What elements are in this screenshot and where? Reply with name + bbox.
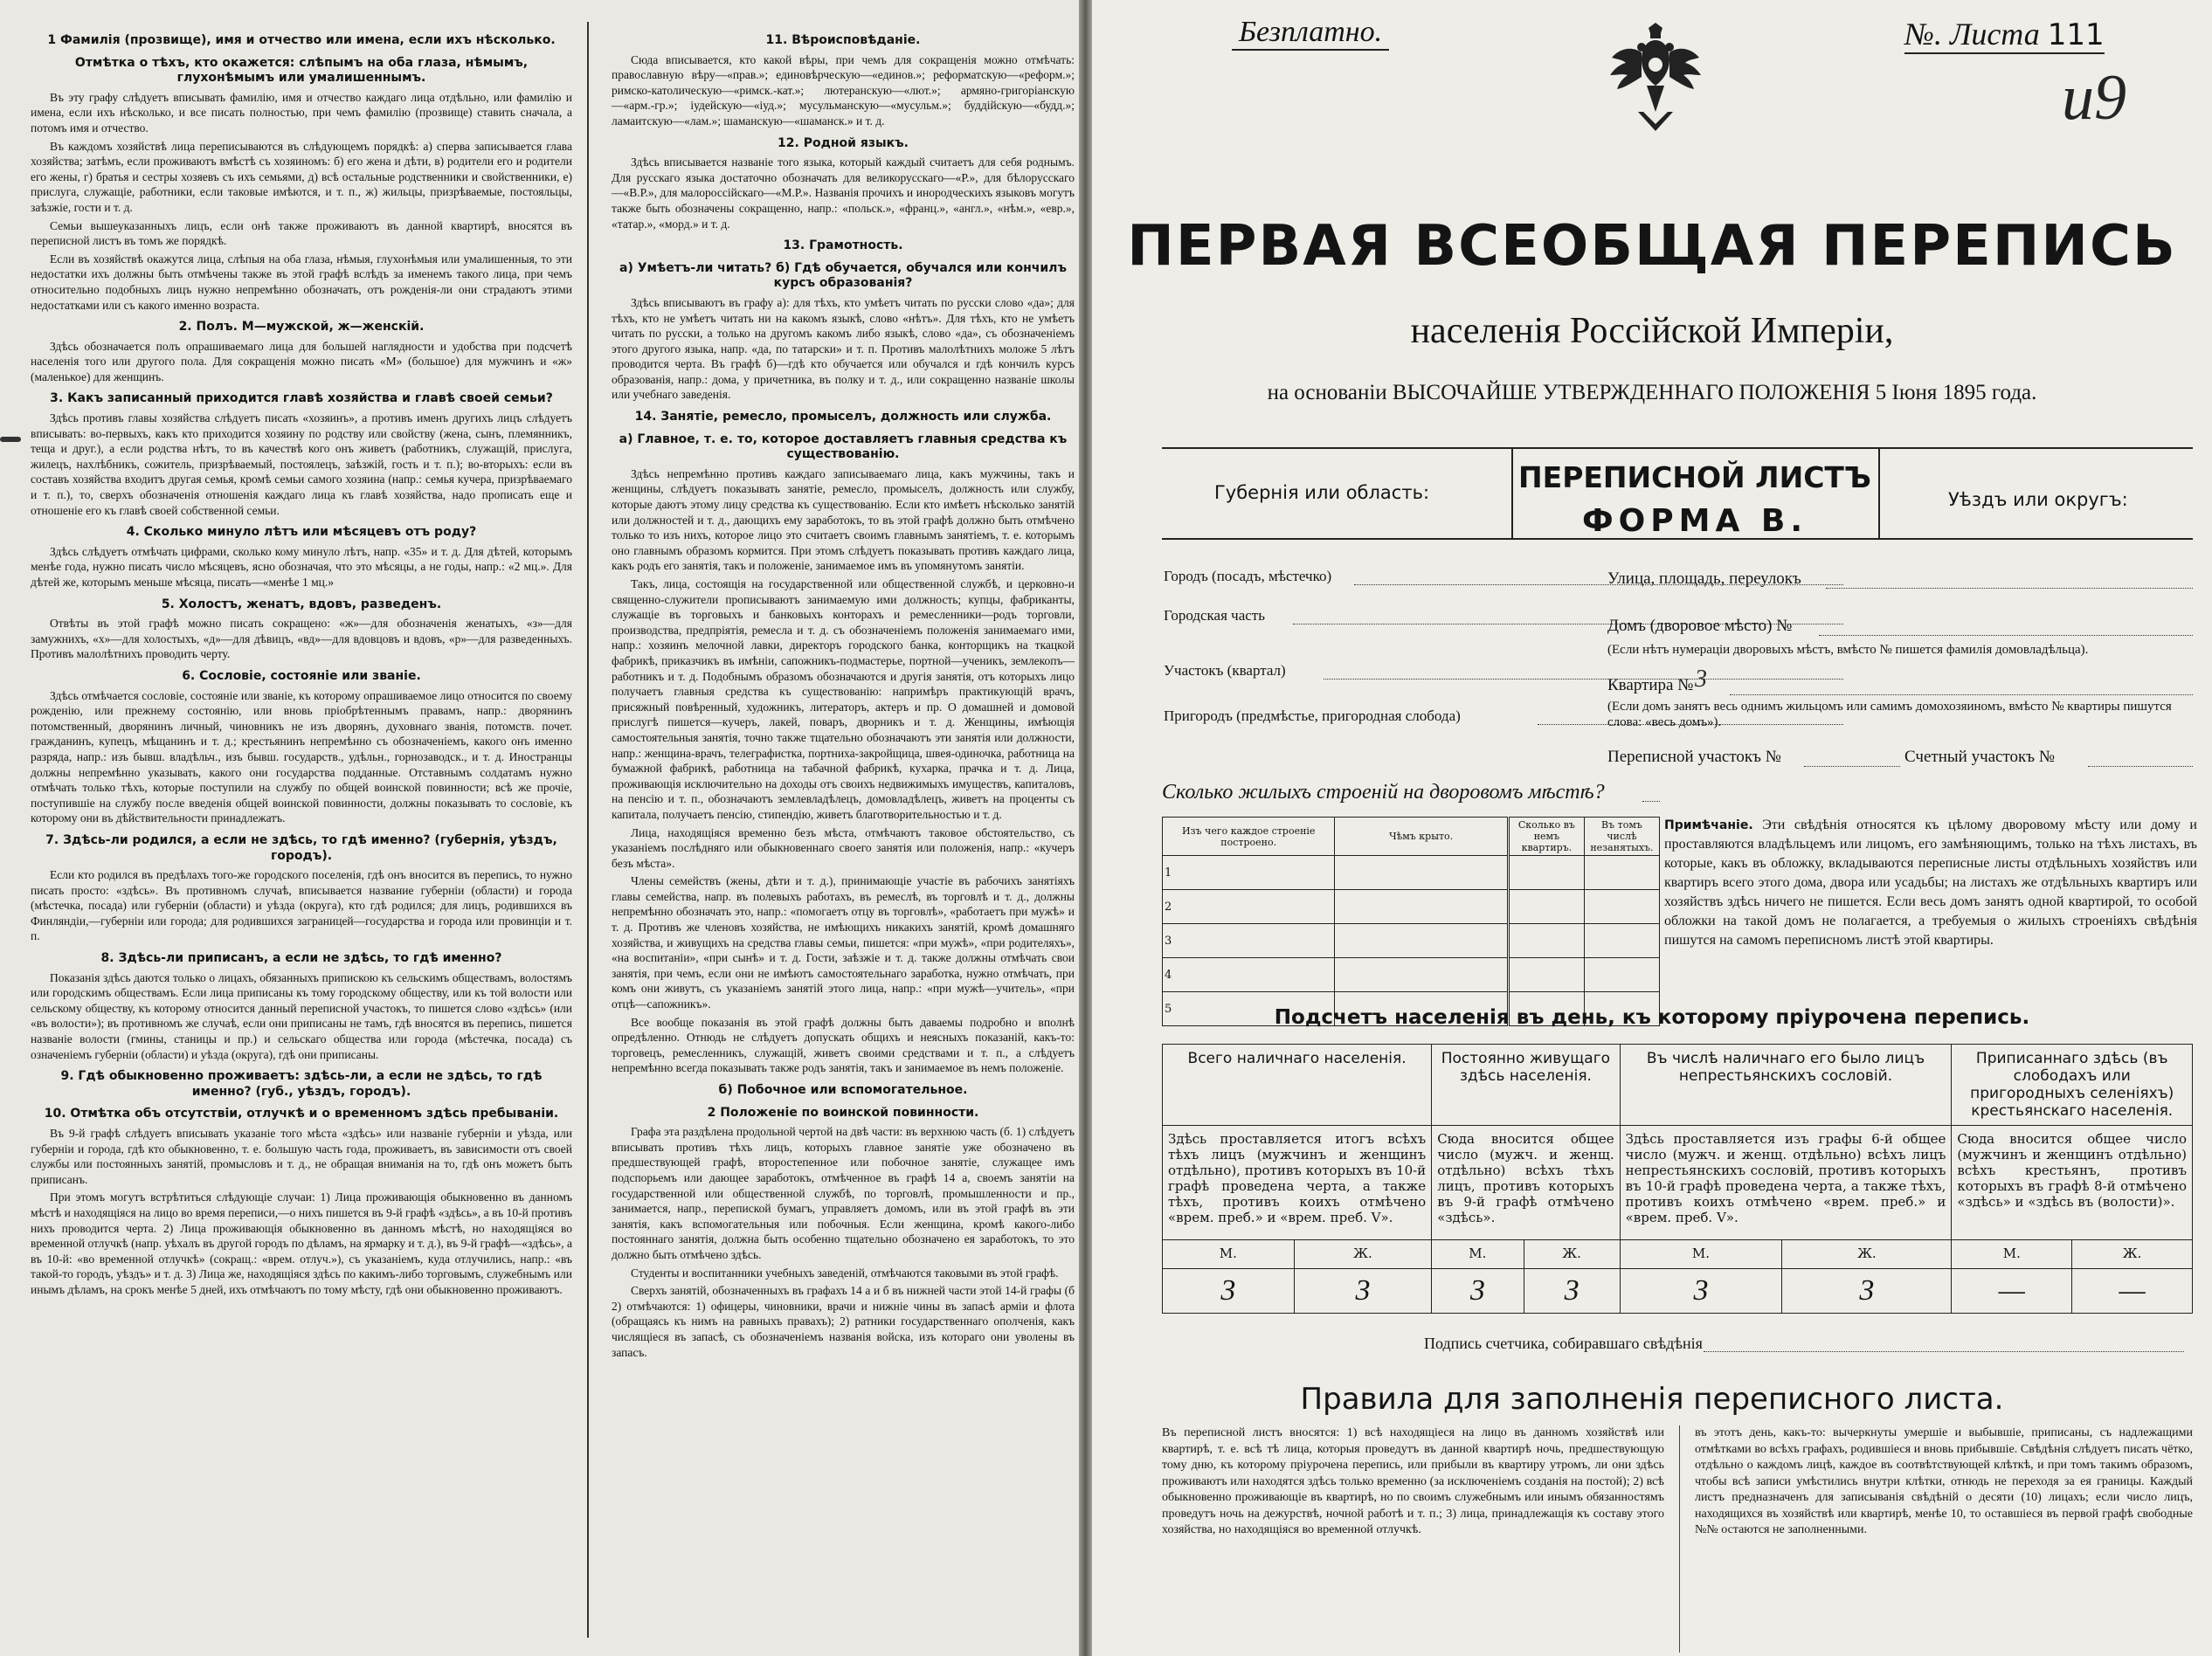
table-row xyxy=(1163,924,1660,958)
field-apartment-line[interactable] xyxy=(1730,693,2193,695)
rules-column-2: въ этотъ день, какъ-то: вычеркнуты умершіе и выбывшіе, приписаны, съ надлежащими отмѣтками во всѣхъ графахъ, родившіеся и вновь прибывшіе. Свѣдѣнія слѣдуетъ писать чётко, отдѣльно о каждомъ лицѣ, каждое въ соотвѣтствующей клѣткѣ, и при томъ такимъ образомъ, чтобы всѣ записи умѣстились внутри клѣтки, отнюдь не переходя за ея границы. Каждый листъ предназначенъ для записыванія свѣдѣній о десяти (10) лицахъ; если число лицъ, находящихся въ хозяйствѣ или квартирѣ, менѣе 10, то оставшіеся въ первой графѣ свободные №№ остаются не заполненными. xyxy=(1695,1426,2193,1536)
column-divider xyxy=(587,22,589,1638)
paragraph: Лица, находящіяся временно безъ мѣста, отмѣчаютъ таковое обстоятельство, съ указаніемъ послѣдняго или обыкновеннаго своего занятія или положенія, напр.: «кучеръ безъ мѣста». xyxy=(612,825,1075,870)
section-heading: 2. Полъ. М—мужской, ж—женскій. xyxy=(178,320,425,335)
count-body-present: Здѣсь проставляется итогъ всѣхъ тѣхъ лицъ (мужчинъ и женщинъ отдѣльно), противъ которыхъ въ 10-й графѣ проведена черта, а также тѣхъ, противъ коихъ отмѣчено «врем. преб.» и «врем. преб. V». xyxy=(1163,1126,1432,1240)
section-heading: 2 Положеніе по воинской повинности. xyxy=(707,1105,979,1120)
table-row xyxy=(1163,856,1660,890)
female-label: Ж. xyxy=(1524,1240,1620,1269)
imperial-eagle-emblem xyxy=(1603,16,1708,138)
count-value[interactable]: 3 xyxy=(1163,1269,1295,1314)
buildings-header-apartments: Сколько въ немъ квартиръ. xyxy=(1508,818,1584,856)
legal-basis: на основаніи ВЫСОЧАЙШЕ УТВЕРЖДЕННАГО ПОЛОЖЕНІЯ 5 Іюня 1895 года. xyxy=(1267,381,2037,404)
count-value[interactable]: 3 xyxy=(1524,1269,1620,1314)
buildings-question: Сколько жилыхъ строеній на дворовомъ мѣстѣ? xyxy=(1162,781,1605,804)
buildings-answer-line[interactable] xyxy=(1642,800,1660,802)
form-name-cell xyxy=(1511,449,1880,538)
count-value[interactable]: — xyxy=(1952,1269,2072,1314)
table-cell[interactable] xyxy=(1335,958,1508,992)
form-name-line-2: ФОРМА В. xyxy=(1581,503,1808,539)
paragraph: Студенты и воспитанники учебныхъ заведеній, отмѣчаются таковыми въ этой графѣ. xyxy=(631,1266,1059,1280)
row-number: 5 xyxy=(1163,992,1335,1026)
district-label: Уѣздъ или округъ: xyxy=(1948,489,2128,510)
count-value[interactable]: 3 xyxy=(1782,1269,1952,1314)
table-cell[interactable] xyxy=(1508,958,1584,992)
paragraph: Здѣсь обозначается полъ опрашиваемаго лица для большей наглядности и удобства при подсчетѣ населенія того или другого пола. Для сокращенія можно писать «М» (большое) для мужчинъ и «ж» (маленькое) для женщинъ. xyxy=(31,339,572,383)
paragraph: Здѣсь вписываютъ въ графу а): для тѣхъ, кто умѣетъ читать по русски слово «да»; для тѣхъ, кто не умѣетъ читать ни на какомъ языкѣ, слово «нѣтъ». Для тѣхъ, кто не умѣетъ читать по русски, а только на другомъ какомъ либо языкѣ, слово «да», съ обозначеніемъ этого другого языка, напр. «да, по татарски» и т. п. Противъ малолѣтнихъ моложе 5 лѣтъ проводится черта. Въ графѣ б)—гдѣ кто обучается или обучался и гдѣ кончилъ курсъ образованія, напр.: дома, у причетника, въ полку и т. д., или сокращенно названіе школы или учебнаго заведенія. xyxy=(612,295,1075,402)
section-heading: а) Умѣетъ-ли читать? б) Гдѣ обучается, обучался или кончилъ курсъ образованія? xyxy=(619,260,1067,291)
buildings-note xyxy=(1664,816,2197,950)
population-count-table xyxy=(1162,1044,2193,1314)
paragraph: Въ каждомъ хозяйствѣ лица переписываются въ слѣдующемъ порядкѣ: а) сперва записывается глава хозяйства; затѣмъ, если проживаютъ вмѣстѣ съ хозяиномъ: б) его жена и дѣти, в) родители его и родители его жены, г) братья и сестры хозяевъ съ ихъ семьями, д) всѣ остальные родственники и свойственники, е) прислуга, служащіе, работники, если таковые имѣются, и т. п., ж) жильцы, призрѣваемые, постояльцы, заѣзжіе, гости и т. д. xyxy=(31,139,572,214)
buildings-header-material: Изъ чего каждое строеніе построено. xyxy=(1163,818,1335,856)
free-label: Безплатно. xyxy=(1232,16,1389,51)
note-text: Эти свѣдѣнія относятся къ цѣлому дворовому мѣсту или дому и проставляются владѣльцемъ или лицомъ, его замѣняющимъ, только на тѣхъ листахъ, въ которые, какъ въ обложку, вкладываются переписные листы отдѣльныхъ хозяйствъ или квартиръ всего этого дома, двора или усадьбы; на листахъ же отдѣльныхъ квартиръ или хозяйствъ здѣсь ничего не пишется. Если весь домъ занятъ одной квартирой, то особой обложки на такой домъ не полагается, а требуемыя о жилыхъ строеніяхъ свѣдѣнія пишутся на самомъ переписномъ листѣ этой квартиры. xyxy=(1664,818,2197,948)
left-page-instructions xyxy=(0,0,1079,1656)
field-house: Домъ (дворовое мѣсто) № xyxy=(1607,617,1793,635)
table-cell[interactable] xyxy=(1508,924,1584,958)
province-label: Губернія или область: xyxy=(1214,482,1430,503)
page-gutter xyxy=(1079,0,1092,1656)
count-value[interactable]: 3 xyxy=(1432,1269,1524,1314)
table-row xyxy=(1163,958,1660,992)
instructions-column-2 xyxy=(612,26,1075,1363)
section-heading: 10. Отмѣтка объ отсутствіи, отлучкѣ и о временномъ здѣсь пребываніи. xyxy=(44,1107,559,1121)
section-heading: 11. Вѣроисповѣданіе. xyxy=(765,33,921,47)
section-heading: 3. Какъ записанный приходится главѣ хозяйства и главѣ своей семьи? xyxy=(50,391,553,406)
form-header-band xyxy=(1162,447,2193,540)
buildings-header-roof: Чѣмъ крыто. xyxy=(1335,818,1508,856)
row-number: 2 xyxy=(1163,890,1335,924)
province-cell xyxy=(1162,449,1513,538)
paragraph: Здѣсь отмѣчается сословіе, состояніе или званіе, къ которому опрашиваемое лицо относится по своему рожденію, или прежнему состоянію, или вновь пріобрѣтеннымъ правамъ, напр.: дворянинъ потомственный, дворянинъ личный, чиновникъ не изъ дворянъ, духовнаго званія, потомств. почет. гражданинъ, купецъ, мѣщанинъ и т. д.; крестьянинъ непремѣнно съ обозначеніемъ, какого онъ именно разряда, напр.: изъ бывш. владѣльч., изъ бывш. государств., удѣльн., горнозаводск., и т. д. Иностранцы должны непремѣнно указывать, какого они государства подданные. Отставнымъ солдатамъ нужно отмѣчать только тѣхъ, которые поступили на службу по общей воинской повинности; всѣ же прочіе, поступившіе на службу после введенія общей воинской повинности, должны показывать то сословіе, къ которому они въ дѣйствительности принадлежатъ. xyxy=(31,688,572,825)
field-counting-district: Счетный участокъ № xyxy=(1904,748,2055,766)
section-heading: 12. Родной языкъ. xyxy=(778,135,909,150)
rules-title: Правила для заполненія переписного листа. xyxy=(1300,1382,2004,1417)
paragraph: Въ эту графу слѣдуетъ вписывать фамилію, имя и отчество каждаго лица отдѣльно, или фамилію и имена, если ихъ нѣсколько, и все писать полностью, при чемъ фамилію (прозвище) ставить сначала, а потомъ имя и отчество. xyxy=(31,90,572,135)
female-label: Ж. xyxy=(1782,1240,1952,1269)
table-cell[interactable] xyxy=(1335,890,1508,924)
table-cell[interactable] xyxy=(1584,890,1659,924)
right-page-census-form xyxy=(1092,0,2212,1656)
count-body-resident: Сюда вносится общее число (мужч. и женщ. отдѣльно) всѣхъ тѣхъ лицъ, противъ которыхъ въ 9-й графѣ отмѣчено «здѣсь». xyxy=(1432,1126,1620,1240)
male-label: М. xyxy=(1163,1240,1295,1269)
paragraph: Здѣсь слѣдуетъ отмѣчать цифрами, сколько кому минуло лѣтъ, напр. «35» и т. д. Для дѣтей, которымъ менѣе года, нужно писать число мѣсяцевъ, ясно обозначая, что это мѣсяцы, а не годы, напр.: «2 мц.». Для дѣтей же, которымъ меньше мѣсяца, писать—«менѣе 1 мц.» xyxy=(31,544,572,589)
table-cell[interactable] xyxy=(1584,924,1659,958)
form-name-line-1: ПЕРЕПИСНОЙ ЛИСТЪ xyxy=(1518,460,1871,494)
table-cell[interactable] xyxy=(1335,924,1508,958)
section-heading: 1 Фамилія (прозвище), имя и отчество или имена, если ихъ нѣсколько. xyxy=(47,33,556,47)
paragraph: Сюда вписывается, кто какой вѣры, при чемъ для сокращенія можно отмѣчать: православную вѣру—«прав.»; единовѣрческую—«единов.»; реформатскую—«реформ.»; римско-католическую—«римск.-кат.»; лютеранскую—«лют.»; армяно-григоріанскую—«арм.-гр.»; іудейскую—«іуд.»; мусульманскую—«мусульм.»; буддійскую—«будд.»; ламаитскую—«лам.»; шаманскую—«шаманск.» и т. д. xyxy=(612,52,1075,128)
sheet-number-label: №. Листа 111 xyxy=(1904,17,2105,52)
field-apartment-note: (Если домъ занятъ весь однимъ жильцомъ или самимъ домохозяиномъ, вмѣсто № квартиры пишутся слова: «весь домъ»). xyxy=(1607,700,2172,729)
paragraph: Здѣсь противъ главы хозяйства слѣдуетъ писать «хозяинъ», а противъ именъ другихъ лицъ слѣдуетъ вписывать: во-первыхъ, какъ кто приходится хозяину по родству или свойству (жена, сынъ, племянникъ, теща и друг.), а если родства нѣтъ, то въ качествѣ кого онъ живетъ (работникъ, служащій, прислуга, жилецъ, нахлѣбникъ, сожитель, призрѣваемый, постоялецъ, заѣзжій, гость и т. п.); во-вторыхъ: если въ составъ хозяйства входитъ другая семья, кромѣ семьи самого хозяина (напр.: семья кучера, призрѣваемаго и т. п.), то, сверхъ обозначенія отношенія каждаго лица къ главѣ хозяйства, надо прописать еще и отношеніе его къ главѣ своей собственной семьи. xyxy=(31,411,572,517)
paragraph: Въ 9-й графѣ слѣдуетъ вписывать указаніе того мѣста «здѣсь» или названіе губерніи и уѣзда, или губерніи и города, гдѣ кто обыкновенно, т. е. большую часть года, проживаетъ, въ зависимости отъ своей службы или постоянныхъ занятій, промысловъ и т. д., не обращая вниманія на то, гдѣ онъ можетъ быть приписанъ. xyxy=(31,1127,572,1186)
section-heading: 14. Занятіе, ремесло, промыселъ, должность или служба. xyxy=(634,410,1052,424)
sheet-number: 111 xyxy=(2047,17,2105,52)
field-street-line[interactable] xyxy=(1826,587,2193,589)
count-body-non-peasant: Здѣсь проставляется изъ графы 6-й общее число (мужч. и женщ. отдѣльно) всѣхъ лицъ непрестьянскихъ сословій, противъ которыхъ въ 10-й графѣ проведена черта, а также тѣхъ, противъ коихъ отмѣчено «врем. преб.» и «врем. преб. V». xyxy=(1620,1126,1952,1240)
female-label: Ж. xyxy=(2072,1240,2193,1269)
page-subtitle: населенія Россійской Имперіи, xyxy=(1410,311,1894,351)
paragraph: Все вообще показанія въ этой графѣ должны быть даваемы подробно и вполнѣ опредѣленно. Отнюдь не слѣдуетъ допускать общихъ и неясныхъ показаній, какъ-то: торговецъ, ремесленникъ, служащій, живетъ своими средствами и т. п., а слѣдуетъ непремѣнно всегда показывать также родъ занятія, такъ и занимаемое въ немъ положеніе. xyxy=(612,1015,1075,1075)
field-city-part: Городская часть xyxy=(1164,607,1265,624)
field-census-district: Переписной участокъ № xyxy=(1607,748,1781,766)
section-heading: 9. Гдѣ обыкновенно проживаетъ: здѣсь-ли, а если не здѣсь, то гдѣ именно? (губ., уѣздъ, городъ). xyxy=(60,1069,543,1099)
buildings-header-vacant: Въ томъ числѣ незанятыхъ. xyxy=(1584,818,1659,856)
field-street: Улица, площадь, переулокъ xyxy=(1607,569,1801,588)
count-value[interactable]: 3 xyxy=(1294,1269,1431,1314)
table-cell[interactable] xyxy=(1584,958,1659,992)
count-header-peasant: Приписаннаго здѣсь (въ слободахъ или пригородныхъ селеніяхъ) крестьянскаго населенія. xyxy=(1952,1045,2193,1126)
section-heading: 13. Грамотность. xyxy=(783,238,903,253)
table-cell[interactable] xyxy=(1508,856,1584,890)
paragraph: Если кто родился въ предѣлахъ того-же городского поселенія, гдѣ онъ вносится въ перепись, то нужно писать просто: «здѣсь». Въ противномъ случаѣ, вписывается название губерніи (области) и города (мѣстечка, посада) или губерніи (области) и уѣзда (округа), кто гдѣ родился; для лицъ, родившихся въ Финляндіи,—губерніи или города; для родившихся заграницей—государства и города или провинціи и т. п. xyxy=(31,868,572,943)
ink-mark xyxy=(0,437,21,442)
form-name xyxy=(1511,456,1878,543)
row-number: 4 xyxy=(1163,958,1335,992)
page-title: ПЕРВАЯ ВСЕОБЩАЯ ПЕРЕПИСЬ xyxy=(1127,214,2177,279)
paragraph: Семьи вышеуказанныхъ лицъ, если онѣ также проживаютъ въ данной квартирѣ, вносятся въ переписной листъ въ томъ же порядкѣ. xyxy=(31,218,572,248)
paragraph: Если въ хозяйствѣ окажутся лица, слѣпыя на оба глаза, нѣмыя, глухонѣмыя или умалишенныя, то эти недостатки ихъ должны быть отмѣчены также въ этой графѣ вслѣдъ за именемъ такого лица, при чемъ относительно подобныхъ лицъ нужно непремѣнно обозначать, отъ рожденія-ли они страдаютъ этими недостатками или съ какого именно возраста. xyxy=(31,252,572,312)
paragraph: При этомъ могутъ встрѣтиться слѣдующіе случаи: 1) Лица проживающія обыкновенно въ данномъ мѣстѣ и находящіяся на лицо во время переписи,—о нихъ пишется въ 9-й графѣ «здѣсь», а въ 10-й противъ нихъ проводится черта. 2) Лица проживающія обыкновенно въ данномъ мѣстѣ, но находящіяся во временной отлучкѣ (напр. уѣхалъ въ другой городъ по дѣламъ, на ярмарку и т. д.), въ 9-й графѣ—«здѣсь», а въ 10-й: «во временной отлучкѣ» (сокращ.: «врем. отлуч.»), съ указаніемъ, куда отлучились, напр.: «въ такой-то городъ, уѣздъ» и т. д. 3) Лица же, находящіяся здѣсь по какимъ-либо торговымъ, служебнымъ или инымъ дѣламъ, на срокъ менѣе 5 дней, ихъ отмѣчаютъ по тому мѣсту, гдѣ они обыкновенно проживаютъ. xyxy=(31,1190,572,1296)
male-label: М. xyxy=(1620,1240,1782,1269)
paragraph: Показанія здѣсь даются только о лицахъ, обязанныхъ припискою къ сельскимъ обществамъ, волостямъ или городскимъ обществамъ. Если лица приписаны къ тому городскому обществу, или къ той волости или сельскому обществу, къ которому относится данный переписной участокъ, то пишется слово «здѣсь» (или «въ волости»); въ противномъ же случаѣ, если они приписаны не тамъ, гдѣ вносятся въ перепись, пишется названіе волости (гмины, станицы и пр.) и сельскаго общества или города (мѣстечка, посада) съ означеніемъ губерніи (области) и уѣзда (округа), гдѣ они приписаны. xyxy=(31,970,572,1061)
field-apartment: Квартира № xyxy=(1607,676,1694,694)
field-city: Городъ (посадъ, мѣстечко) xyxy=(1164,568,1332,584)
section-heading: а) Главное, т. е. то, которое доставляетъ главныя средства къ существованію. xyxy=(619,431,1068,462)
section-heading: 8. Здѣсь-ли приписанъ, а если не здѣсь, то гдѣ именно? xyxy=(100,951,502,966)
signature-label: Подпись счетчика, собиравшаго свѣдѣнія xyxy=(1424,1335,1703,1352)
handwritten-number: и9 xyxy=(2062,62,2126,134)
paragraph: Члены семействъ (жены, дѣти и т. д.), принимающіе участіе въ рабочихъ занятіяхъ главы семейства, напр. въ полевыхъ работахъ, въ ремеслѣ, въ торговлѣ и т. д., должны непремѣнно обозначать это, напр.: «помогаетъ отцу въ торговлѣ», «работаетъ при мужѣ» и т. д. Противъ же членовъ хозяйства, не имѣющихъ никакихъ занятій, кромѣ домашняго хозяйства, и живущихъ на средства главы семьи, пишется: «при мужѣ», «при родителяхъ», «на воспитаніи», «при сынѣ» и т. д. Гости, заѣзжіе и т. д. также должны отмѣчать свои занятія, при чемъ, если они не имѣютъ самостоятельнаго заработка, нужно отмѣчать, при комъ они живутъ, съ указаніемъ занятій этого лица, напр.: «при мужѣ—учитель», «при отцѣ—сапожникъ». xyxy=(612,874,1075,1011)
field-census-district-line[interactable] xyxy=(1804,765,1900,767)
buildings-table xyxy=(1162,817,1660,1026)
rules-divider xyxy=(1679,1425,1680,1653)
instructions-column-1 xyxy=(31,26,572,1301)
count-body-peasant: Сюда вносится общее число (мужчинъ и женщинъ отдѣльно) всѣхъ крестьянъ, противъ которыхъ въ графѣ 8-й отмѣчено «здѣсь» и «здѣсь въ (волости)». xyxy=(1952,1126,2193,1240)
count-value[interactable]: — xyxy=(2072,1269,2193,1314)
paragraph: Здѣсь вписывается названіе того языка, который каждый считаетъ для себя роднымъ. Для русскаго языка достаточно обозначать для великорусскаго—«Р.», для бѣлорусскаго—«В.Р.», для малороссійскаго—«М.Р.». Названія прочихъ и инородческихъ языковъ могутъ также быть обозначены сокращенно, напр.: «польск.», «франц.», «англ.», «нѣм.», «евр.», «татар.», «морд.» и т. д. xyxy=(612,155,1075,231)
rules-column-1: Въ переписной листъ вносятся: 1) всѣ находящіеся на лицо въ данномъ хозяйствѣ или квартирѣ, т. е. всѣ тѣ лица, которыя проведутъ въ данной квартирѣ ночь, предшествующую тому дню, къ которому пріурочена перепись, или прибыли въ квартиру утромъ, ли они здѣсь проживаютъ или находятся здѣсь только временно (за исключеніемъ созданія на постой); 2) всѣ обыкновенно проживающіе въ квартирѣ, но по своимъ служебнымъ или инымъ обязанностямъ проведутъ ночь на дежурствѣ, ночной работѣ и т. п.; 3) лица, принадлежащія къ составу этого хозяйства, но находящіяся во временной отлучкѣ. xyxy=(1162,1426,1664,1536)
table-cell[interactable] xyxy=(1584,856,1659,890)
table-cell[interactable] xyxy=(1508,890,1584,924)
count-value[interactable]: 3 xyxy=(1620,1269,1782,1314)
female-label: Ж. xyxy=(1294,1240,1431,1269)
field-counting-district-line[interactable] xyxy=(2088,765,2193,767)
count-header-non-peasant: Въ числѣ наличнаго его было лицъ непрестьянскихъ сословій. xyxy=(1620,1045,1952,1126)
row-number: 3 xyxy=(1163,924,1335,958)
note-title: Примѣчаніе. xyxy=(1664,818,1753,832)
section-heading: Отмѣтка о тѣхъ, кто окажется: слѣпымъ на оба глаза, нѣмымъ, глухонѣмымъ или умалишеннымъ. xyxy=(74,55,529,86)
paragraph: Отвѣты въ этой графѣ можно писать сокращено: «ж»—для обозначенія женатыхъ, «з»—для замужнихъ, «х»—для холостыхъ, «д»—для дѣвицъ, «вд»—для вдовцовъ и вдовъ, «р»—для разведенныхъ. Противъ малолѣтнихъ проводить черту. xyxy=(31,617,572,661)
paragraph: Сверхъ занятій, обозначенныхъ въ графахъ 14 а и б въ нижней части этой 14-й графы (б 2) отмѣчаются: 1) офицеры, чиновники, врачи и нижніе чины въ запасѣ арміи и флота (обращаясь къ нимъ на равныхъ правахъ); 2) ратники государственнаго ополченія, какъ числящіеся въ запасѣ, съ обозначеніемъ названія войска, изъ котораго они уволены въ запасъ. xyxy=(612,1284,1075,1359)
section-heading: 7. Здѣсь-ли родился, а если не здѣсь, то гдѣ именно? (губернія, уѣздъ, городъ). xyxy=(45,832,557,863)
section-heading: б) Побочное или вспомогательное. xyxy=(718,1083,968,1097)
section-heading: 6. Сословіе, состояніе или званіе. xyxy=(182,668,421,683)
field-house-line[interactable] xyxy=(1819,634,2193,636)
table-cell[interactable] xyxy=(1335,856,1508,890)
paragraph: Такъ, лица, состоящія на государственной или общественной службѣ, и церковно-и священно-служители прописываютъ занимаемую ими должность; купцы, фабриканты, служащіе въ торговыхъ и банковыхъ конторахъ и ремесленники—родъ торговли, производства, предпріятія, ремесла и т. д. съ обозначеніемъ положенія занимаемаго ими, напр.: хозяинъ мелочной лавки, директоръ городского банка, конторщикъ на ткацкой фабрикѣ, приказчикъ въ имѣніи, сапожникъ-подмастерье, портной—ученикъ, землекопъ—работникъ и т. д. Подобнымъ образомъ обозначаются и другія занятія, отъ которыхъ лицо получаетъ главныя средства къ существованію: напримѣръ практикующій врачъ, присяжный повѣренный, художникъ, литераторъ, актеръ и пр. О домашней и домовой прислугѣ пишется—кучеръ, лакей, поваръ, дворникъ и т. д. Женщины, имѣющія самостоятельныя занятія, точно также тщательно обозначаютъ эти занятія или должности, напр.: женщина-врачъ, телеграфистка, портниха-закройщица, швея-одиночка, работница на бумажной фабрикѣ, работница на табачной фабрикѣ, кухарка, прачка и т. д. Лица, проживающія исключительно на доходы отъ своихъ недвижимыхъ имуществъ, капиталовъ, на пенсію и т. п., обозначаютъ землевладѣлецъ, домовладѣлецъ, живетъ на проценты съ капитала, получаетъ пенсію, стипендію, живетъ благотворительностью и т. д. xyxy=(612,577,1075,821)
field-house-note: (Если нѣтъ нумераціи дворовыхъ мѣстъ, вмѣсто № пишется фамилія домовладѣльца). xyxy=(1607,643,2089,657)
apartment-value: 3 xyxy=(1695,666,1707,693)
section-heading: 4. Сколько минуло лѣтъ или мѣсяцевъ отъ роду? xyxy=(126,525,477,540)
signature-line[interactable] xyxy=(1704,1351,2184,1352)
paragraph: Здѣсь непремѣнно противъ каждаго записываемаго лица, какъ мужчины, такъ и женщины, слѣдуетъ показывать занятіе, ремесло, промыселъ, должность или службу, которые даютъ этому лицу средства къ существованію. Если кто имѣетъ нѣсколько занятій или должностей и т. д., дающихъ ему заработокъ, то въ этой графѣ должно быть отмѣчено только то изъ нихъ, которое лицо это считаетъ своимъ главнымъ занятіемъ, т. е. которымъ оно главнымъ образомъ кормится. При этомъ слѣдуетъ показывать противъ каждаго лица, какъ родъ его занятія, такъ и положеніе, занимаемое имъ въ упомянутомъ занятіи. xyxy=(612,466,1075,573)
paragraph: Графа эта раздѣлена продольной чертой на двѣ части: въ верхнюю часть (б. 1) слѣдуетъ вписывать противъ тѣхъ лицъ, которыхъ главное занятіе уже обозначено въ предшествующей графѣ, второстепенное или побочное занятіе, служащее имъ подспорьемъ или дающее заработокъ, отмѣченное въ графѣ 14 а, своемъ занятіи на государственной или общественной службѣ, по торговлѣ, промышленности и пр., занимается, напр., перепиской бумагъ, управляетъ домомъ, или въ этой графѣ въ эти занятія, какъ вспомогательныя или побочныя. Если женщина, кромѣ какого-либо постояннаго занятія, должна быть особенно тщательно обозначено ея заработокъ, то это должно быть отмѣчено здѣсь. xyxy=(612,1125,1075,1261)
field-section-line[interactable] xyxy=(1324,678,1843,680)
field-section: Участокъ (квартал) xyxy=(1164,662,1286,679)
male-label: М. xyxy=(1952,1240,2072,1269)
row-number: 1 xyxy=(1163,856,1335,890)
section-heading: 5. Холостъ, женатъ, вдовъ, разведенъ. xyxy=(161,597,442,611)
field-suburb: Пригородъ (предмѣстье, пригородная слобода) xyxy=(1164,707,1461,724)
table-row xyxy=(1163,890,1660,924)
count-header-present: Всего наличнаго населенія. xyxy=(1163,1045,1432,1126)
male-label: М. xyxy=(1432,1240,1524,1269)
population-count-title: Подсчетъ населенія въ день, къ которому пріурочена перепись. xyxy=(1274,1006,2030,1029)
count-header-resident: Постоянно живущаго здѣсь населенія. xyxy=(1432,1045,1620,1126)
